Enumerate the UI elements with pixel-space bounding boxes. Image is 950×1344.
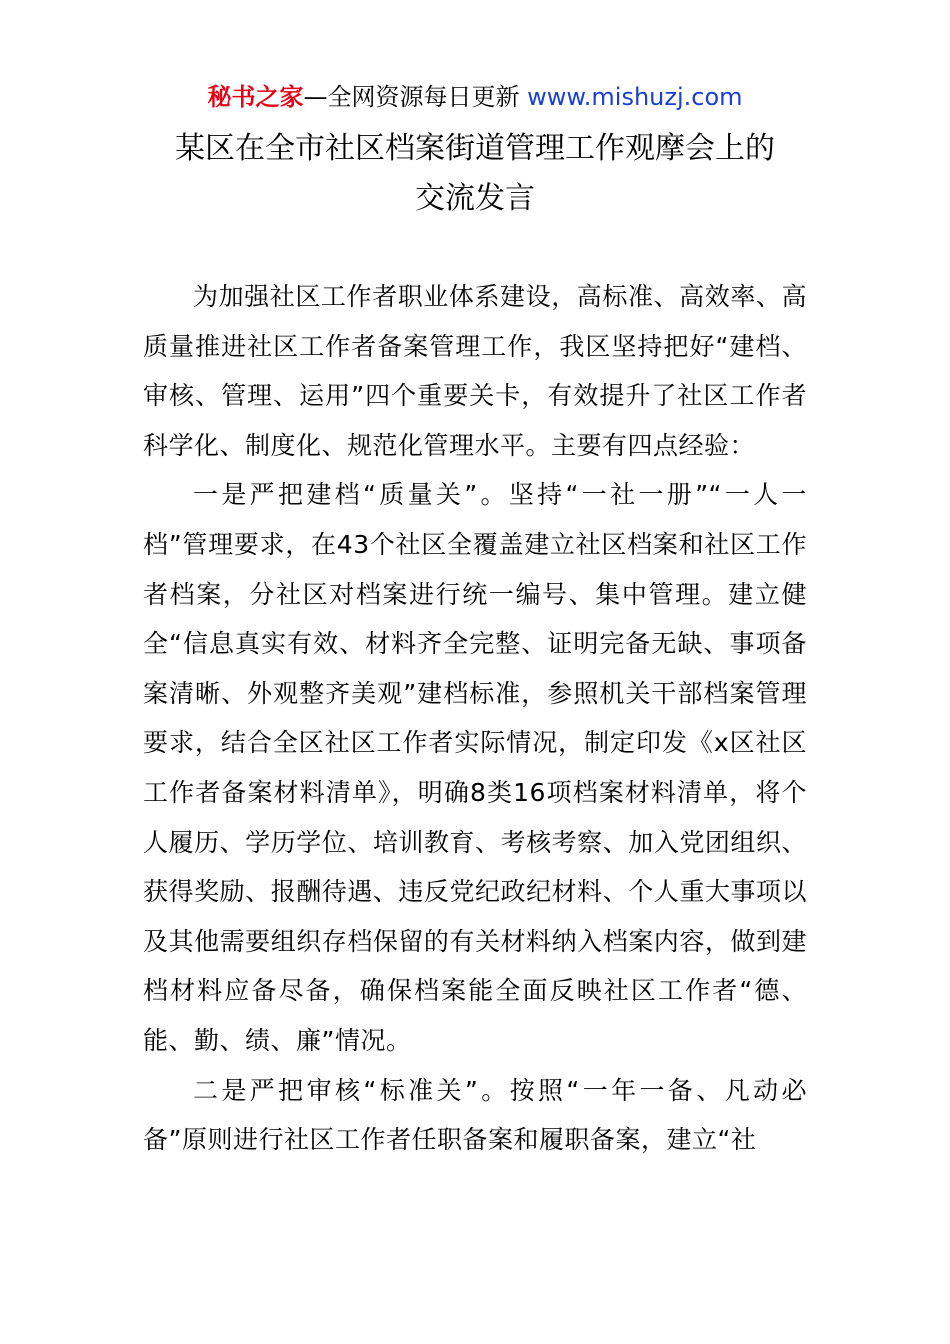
site-url-link[interactable]: www.mishuzj.com (527, 83, 743, 111)
document-title-line-2: 交流发言 (415, 181, 535, 216)
paragraph-intro: 为加强社区工作者职业体系建设，高标准、高效率、高质量推进社区工作者备案管理工作，我区坚持把好“建档、审核、管理、运用”四个重要关卡，有效提升了社区工作者科学化、制度化、规范化管理水平。主要有四点经验： (143, 282, 807, 460)
document-title-line-1: 某区在全市社区档案街道管理工作观摩会上的 (175, 131, 775, 166)
document-title (0, 124, 950, 224)
document-body (143, 272, 807, 1165)
site-brand: 秘书之家 (207, 83, 304, 111)
paragraph-point-1: 一是严把建档“质量关”。坚持“一社一册”“一人一档”管理要求，在43个社区全覆盖建立社区档案和社区工作者档案，分社区对档案进行统一编号、集中管理。建立健全“信息真实有效、材料齐全完整、证明完备无缺、事项备案清晰、外观整齐美观”建档标准，参照机关干部档案管理要求，结合全区社区工作者实际情况，制定印发《x区社区工作者备案材料清单》，明确8类16项档案材料清单，将个人履历、学历学位、培训教育、考核考察、加入党团组织、获得奖励、报酬待遇、违反党纪政纪材料、个人重大事项以及其他需要组织存档保留的有关材料纳入档案内容，做到建档材料应备尽备，确保档案能全面反映社区工作者“德、能、勤、绩、廉”情况。 (143, 480, 807, 1055)
site-header (0, 80, 950, 114)
paragraph-point-2: 二是严把审核“标准关”。按照“一年一备、凡动必备”原则进行社区工作者任职备案和履职备案，建立“社 (143, 1075, 807, 1155)
site-tagline: —全网资源每日更新 (303, 83, 520, 111)
